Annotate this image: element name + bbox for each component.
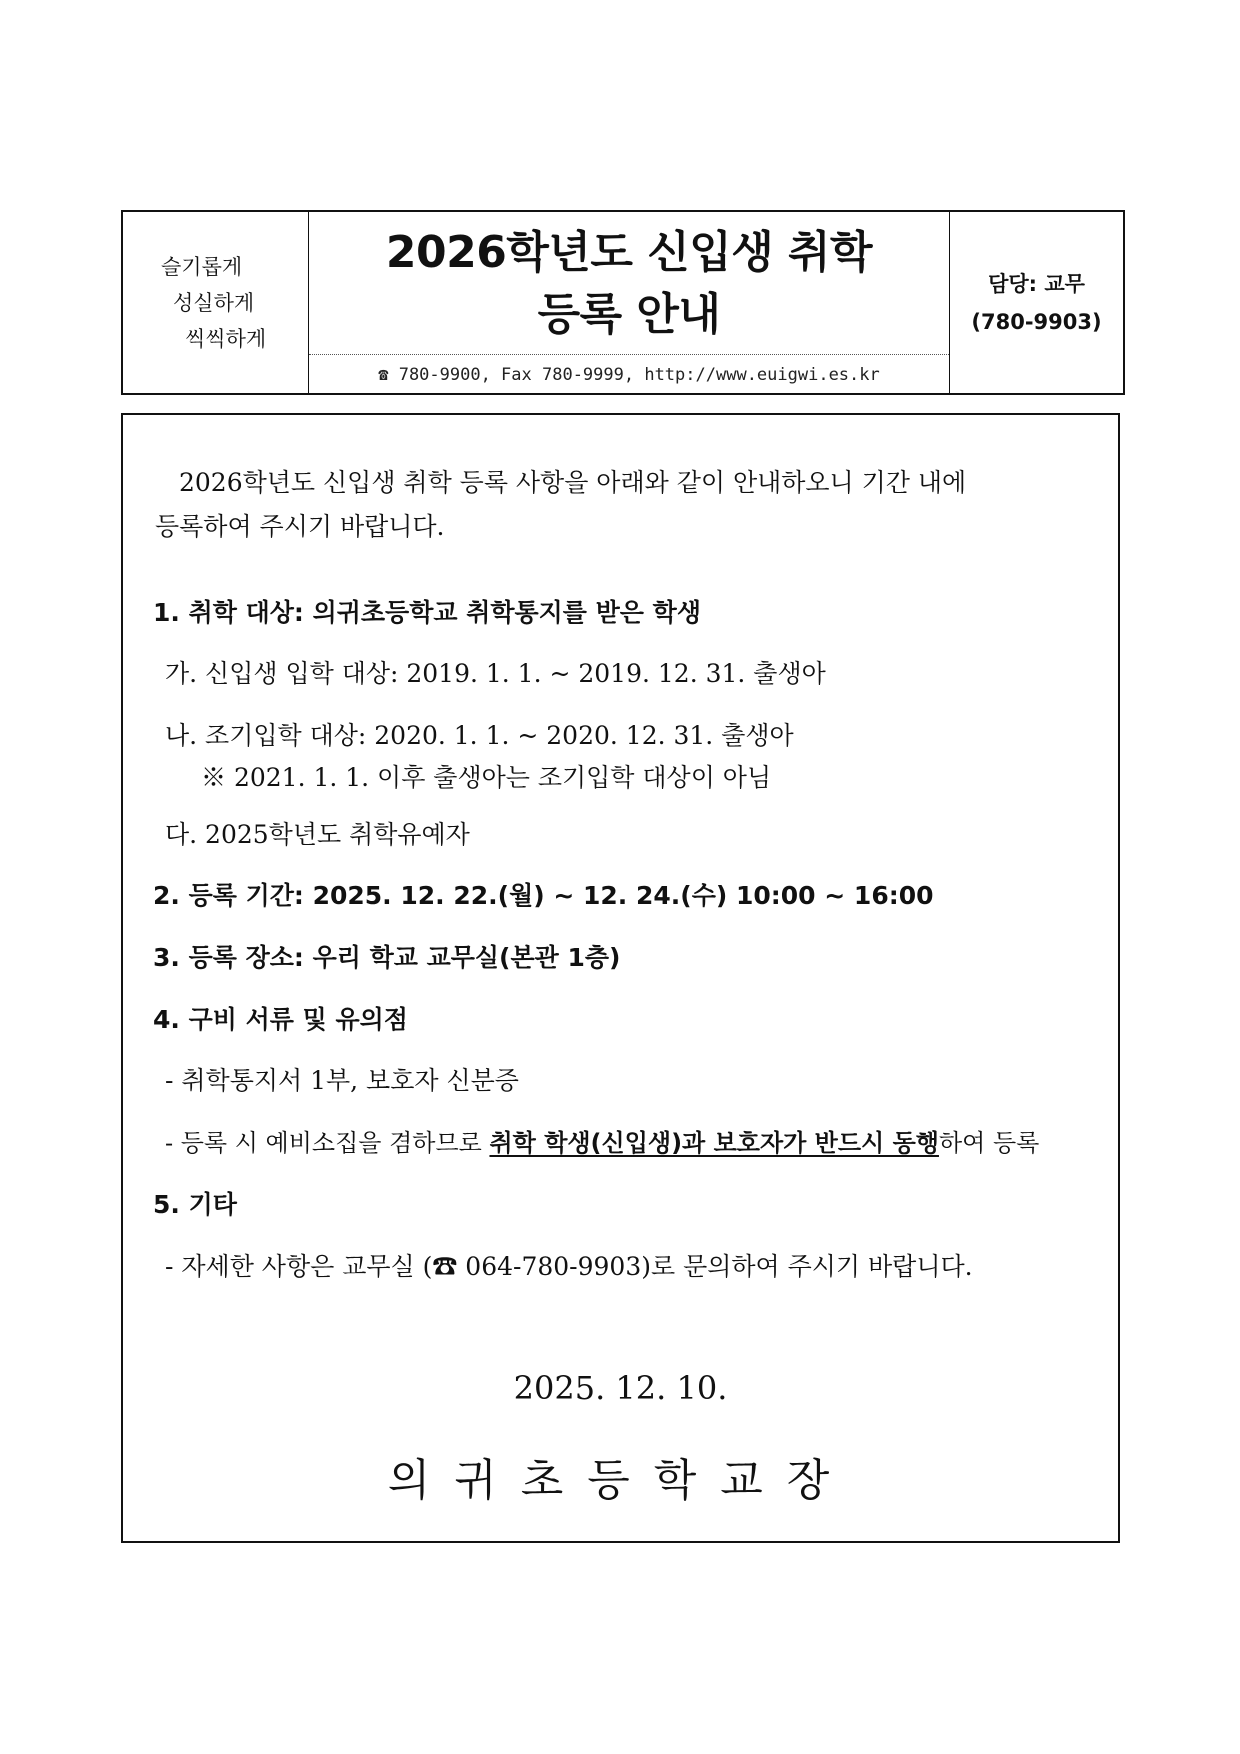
title-line-2: 등록 안내: [537, 289, 721, 340]
manager-label: 담당: 교무: [988, 271, 1085, 296]
motto-line-1: 슬기롭게: [161, 254, 243, 279]
principal-signature: 의귀초등학교장: [387, 1455, 854, 1506]
title-block: [309, 212, 950, 393]
section-1-item-c: 다. 2025학년도 취학유예자: [165, 820, 470, 849]
section-3-title: 3. 등록 장소: 우리 학교 교무실(본관 1층): [153, 943, 621, 972]
school-motto: [123, 212, 309, 393]
section-4-item-2: [165, 1127, 1039, 1159]
intro-line-1: 2026학년도 신입생 취학 등록 사항을 아래와 같이 안내하오니 기간 내에: [179, 468, 967, 497]
section-5-title: 5. 기타: [153, 1190, 237, 1219]
manager-phone: (780-9903): [971, 309, 1102, 334]
section-4-item-1: - 취학통지서 1부, 보호자 신분증: [165, 1066, 519, 1095]
section-1-item-a: 가. 신입생 입학 대상: 2019. 1. 1. ~ 2019. 12. 31. 출생아: [165, 659, 826, 688]
section-4-item-2-pre: - 등록 시 예비소집을 겸하므로: [165, 1129, 490, 1157]
document-body: [121, 413, 1120, 1543]
intro-line-2: 등록하여 주시기 바랍니다.: [155, 512, 445, 541]
document-title: [309, 222, 949, 346]
section-1-item-b: 나. 조기입학 대상: 2020. 1. 1. ~ 2020. 12. 31. 출생아: [165, 721, 794, 750]
section-4-item-2-emphasis: 취학 학생(신입생)과 보호자가 반드시 동행: [489, 1129, 939, 1157]
motto-line-3: 씩씩하게: [185, 326, 267, 351]
section-4-title: 4. 구비 서류 및 유의점: [153, 1005, 408, 1034]
section-2-title: 2. 등록 기간: 2025. 12. 22.(월) ~ 12. 24.(수) 10:00 ~ 16:00: [153, 881, 934, 910]
section-4-item-2-post: 하여 등록: [938, 1129, 1040, 1157]
section-1-note: ※ 2021. 1. 1. 이후 출생아는 조기입학 대상이 아님: [201, 763, 772, 792]
section-5-item-1: - 자세한 사항은 교무실 (☎ 064-780-9903)로 문의하여 주시기 바랍니다.: [165, 1252, 973, 1281]
section-1-title: 1. 취학 대상: 의귀초등학교 취학통지를 받은 학생: [153, 598, 701, 627]
school-contact: ☎ 780-9900, Fax 780-9999, http://www.euigwi.es.kr: [378, 365, 880, 385]
title-divider: [309, 354, 949, 355]
manager-info: [950, 212, 1123, 393]
document-header: [121, 210, 1125, 395]
motto-line-2: 성실하게: [173, 290, 255, 315]
title-line-1: 2026학년도 신입생 취학: [385, 227, 873, 278]
intro-paragraph: [155, 461, 1100, 549]
document-date: 2025. 12. 10.: [513, 1369, 728, 1407]
